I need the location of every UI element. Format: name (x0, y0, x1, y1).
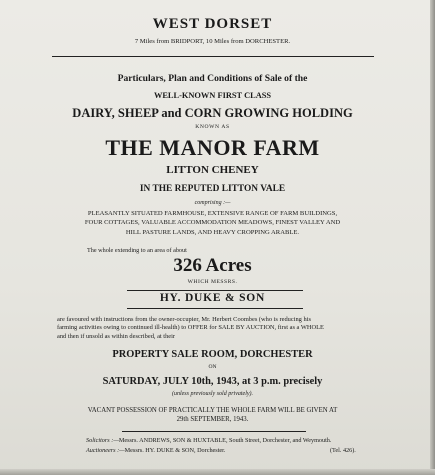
page-edge-right (430, 0, 435, 475)
sale-date: SATURDAY, JULY 10th, 1943, at 3 p.m. precisely (102, 376, 323, 387)
acreage: 326 Acres (173, 255, 252, 276)
location-title: WEST DORSET (152, 16, 273, 32)
extending-line: The whole extending to an area of about (87, 247, 187, 254)
sale-proviso: (unless previously sold privately). (171, 391, 254, 397)
firm-rule-bottom (127, 308, 303, 309)
comprising-label: comprising :— (194, 200, 231, 206)
property-description (0, 209, 425, 237)
distances-line: 7 Miles from BRIDPORT, 10 Miles from DORCHESTER. (134, 38, 291, 45)
instructions-line-3: and then if unsold as within described, at their (57, 332, 176, 340)
which-messrs: WHICH MESSRS. (187, 279, 238, 285)
instructions-line-2: farming activities owing to continued ill-health) to OFFER for SALE BY AUCTION, first as a WHOLE (57, 324, 324, 332)
sale-venue: PROPERTY SALE ROOM, DORCHESTER (112, 349, 313, 360)
telephone-number: (Tel. 426). (330, 447, 356, 454)
contacts-rule (122, 431, 306, 432)
solicitors-label: Solicitors :— (86, 437, 119, 444)
solicitors-text: Messrs. ANDREWS, SON & HUXTABLE, South Street, Dorchester, and Weymouth. (118, 437, 332, 444)
intro-line-1: Particulars, Plan and Conditions of Sale of the (117, 73, 308, 84)
instructions-paragraph (57, 316, 369, 341)
top-rule (52, 56, 374, 57)
instructions-line-1: are favoured with instructions from the owner-occupier, Mr. Herbert Coombes (who is reducing his (57, 316, 311, 323)
farm-name: THE MANOR FARM (105, 135, 320, 160)
page-edge-bottom (0, 469, 435, 475)
description-line-1: PLEASANTLY SITUATED FARMHOUSE, EXTENSIVE RANGE OF FARM BUILDINGS, (87, 210, 338, 217)
auctioneers-line (86, 447, 225, 454)
auctioneers-text: Messrs. HY. DUKE & SON, Dorchester. (124, 447, 226, 454)
vacant-possession (0, 406, 425, 425)
possession-line-1: VACANT POSSESSION OF PRACTICALLY THE WHOLE FARM WILL BE GIVEN AT (87, 407, 338, 414)
description-line-3: HILL PASTURE LANDS, AND HEAVY CROPPING ARABLE. (125, 228, 300, 236)
auctioneer-firm: HY. DUKE & SON (159, 292, 266, 304)
known-as: KNOWN AS (195, 124, 230, 130)
intro-line-2: WELL-KNOWN FIRST CLASS (153, 91, 272, 100)
possession-line-2: 29th SEPTEMBER, 1943. (176, 416, 249, 424)
on-label: ON (208, 364, 217, 370)
firm-rule-top (127, 290, 303, 291)
intro-line-3: DAIRY, SHEEP and CORN GROWING HOLDING (72, 106, 353, 120)
solicitors-line (86, 437, 331, 444)
auctioneers-label: Auctioneers :— (86, 447, 125, 454)
vale-line: IN THE REPUTED LITTON VALE (139, 184, 286, 194)
description-line-2: FOUR COTTAGES, VALUABLE ACCOMMODATION MEADOWS, FINEST VALLEY AND (84, 219, 341, 227)
village-name: LITTON CHENEY (166, 164, 259, 176)
